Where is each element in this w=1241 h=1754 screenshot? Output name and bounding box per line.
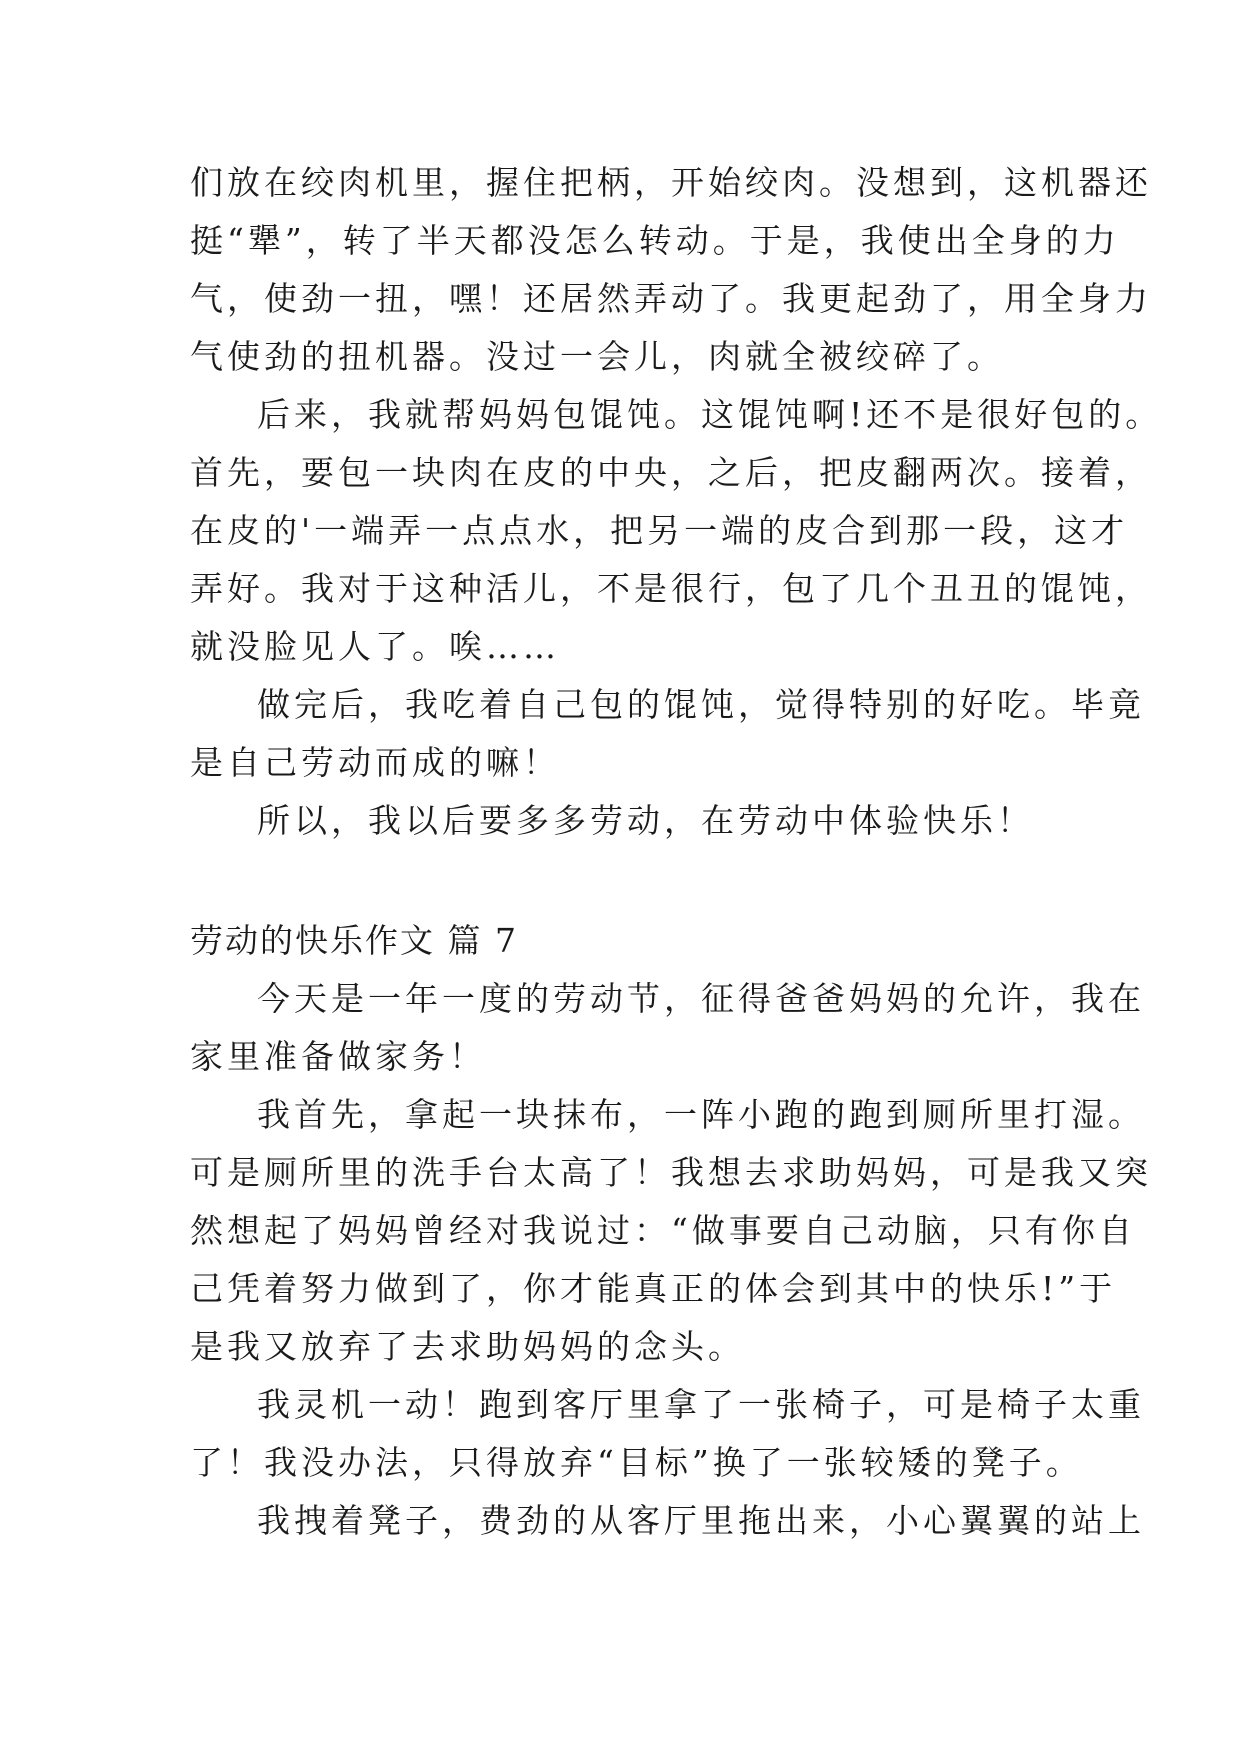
- text-line: 己凭着努力做到了，你才能真正的体会到其中的快乐!”于: [190, 1269, 1117, 1308]
- text-line: 弄好。我对于这种活儿，不是很行，包了几个丑丑的馄饨，: [190, 569, 1152, 608]
- paragraph-start-line: 做完后，我吃着自己包的馄饨，觉得特别的好吃。毕竟: [257, 685, 1145, 724]
- text-line: 是我又放弃了去求助妈妈的念头。: [190, 1327, 745, 1366]
- text-line: 们放在绞肉机里，握住把柄，开始绞肉。没想到，这机器还: [190, 163, 1152, 202]
- text-line: 气使劲的扭机器。没过一会儿，肉就全被绞碎了。: [190, 337, 1004, 376]
- text-line: 在皮的'一端弄一点点水，把另一端的皮合到那一段，这才: [190, 511, 1129, 550]
- paragraph-start-line: 我首先，拿起一块抹布，一阵小跑的跑到厕所里打湿。: [257, 1095, 1145, 1134]
- paragraph-start-line: 所以，我以后要多多劳动，在劳动中体验快乐！: [257, 801, 1034, 840]
- text-line: 然想起了妈妈曾经对我说过：“做事要自己动脑，只有你自: [190, 1211, 1136, 1250]
- section-heading: 劳动的快乐作文 篇 7: [190, 921, 518, 960]
- text-line: 就没脸见人了。唉……: [190, 627, 560, 666]
- text-line: 是自己劳动而成的嘛！: [190, 743, 560, 782]
- text-line: 挺“犟”，转了半天都没怎么转动。于是，我使出全身的力: [190, 221, 1120, 260]
- paragraph-start-line: 我灵机一动！跑到客厅里拿了一张椅子，可是椅子太重: [257, 1385, 1145, 1424]
- text-line: 可是厕所里的洗手台太高了！我想去求助妈妈，可是我又突: [190, 1153, 1152, 1192]
- text-line: 首先，要包一块肉在皮的中央，之后，把皮翻两次。接着，: [190, 453, 1152, 492]
- paragraph-start-line: 后来，我就帮妈妈包馄饨。这馄饨啊!还不是很好包的。: [257, 395, 1163, 434]
- paragraph-start-line: 我拽着凳子，费劲的从客厅里拖出来，小心翼翼的站上: [257, 1501, 1145, 1540]
- text-line: 家里准备做家务！: [190, 1037, 486, 1076]
- text-line: 了！我没办法，只得放弃“目标”换了一张较矮的凳子。: [190, 1443, 1083, 1482]
- paragraph-start-line: 今天是一年一度的劳动节，征得爸爸妈妈的允许，我在: [257, 979, 1145, 1018]
- text-line: 气，使劲一扭，嘿！还居然弄动了。我更起劲了，用全身力: [190, 279, 1152, 318]
